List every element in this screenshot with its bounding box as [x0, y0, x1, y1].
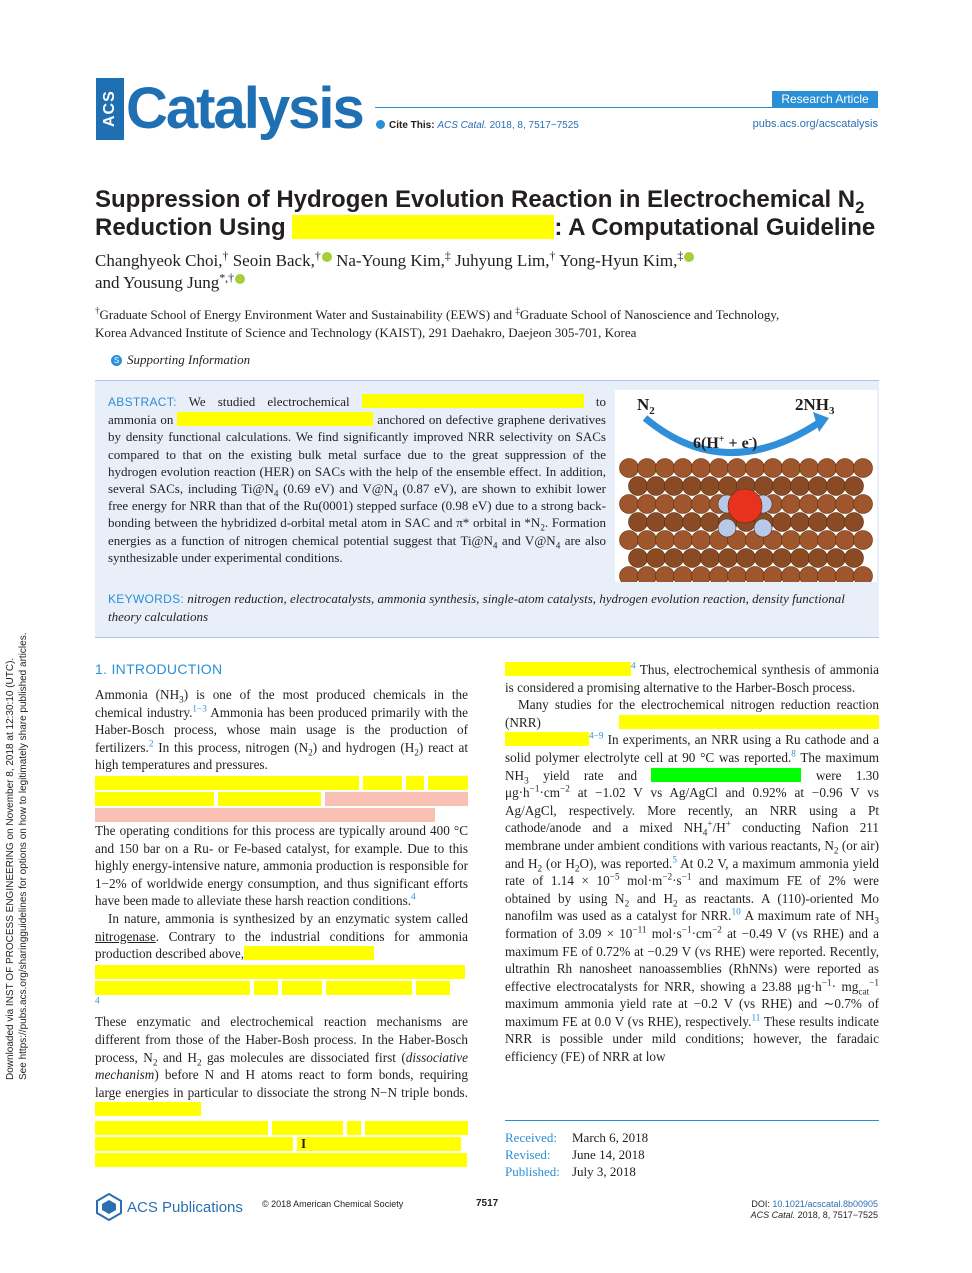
cite-journal: ACS Catal. [437, 120, 487, 131]
orcid-icon[interactable] [322, 252, 332, 262]
publication-dates: Received: March 6, 2018 Revised: June 14, 2018 Published: July 3, 2018 [505, 1120, 879, 1180]
carbon-atom [692, 459, 711, 478]
carbon-atom [791, 477, 810, 496]
carbon-atom [791, 513, 810, 532]
carbon-atom [773, 549, 792, 568]
right-column [505, 661, 879, 1066]
cite-label: Cite This: [389, 120, 435, 131]
carbon-atom [692, 531, 711, 550]
carbon-atom [701, 513, 720, 532]
paragraph: Ammonia $(NH_3)$ is one of the most produced chemicals in the chemical industry.$^{1-3}$ Ammonia has been produced primarily with the Haber-Bosch process, whose main usage is the production of fertilizers.$^2$ In this process, nitrogen $(N_2)$ and hydrogen $(H_2)$ react at high temperatures and pressures. The operating conditions for this process are typically around 400 °C and 150 bar on a Ru- or Fe-based catalyst, for example. Due to this highly energy-intensive nature, ammonia production is responsible for 1−2% of worldwide energy consumption, and thus significant efforts have been made to alleviate these harsh reaction conditions.$^4$ [95, 687, 469, 909]
redaction-bar [95, 1153, 468, 1167]
keywords-label: KEYWORDS: [108, 592, 185, 606]
sidebar-line-2: See https://pubs.acs.org/sharingguidelines for options on how to legitimately share published articles. [18, 632, 29, 1080]
copyright: © 2018 American Chemical Society [262, 1199, 404, 1209]
carbon-atom [809, 477, 828, 496]
carbon-atom [719, 549, 738, 568]
carbon-atom [665, 513, 684, 532]
carbon-atom [818, 567, 837, 583]
redaction-bar [95, 965, 468, 979]
carbon-atom [674, 531, 693, 550]
paragraph: These enzymatic and electrochemical reaction mechanisms are different from those of the Haber-Bosh process. In the Haber-Bosch process, $N_2$ and $H_2$ gas molecules are dissociated first (dissociative mechanism) before N and H atoms react to form bonds, requiring large energies in particular to dissociate the strong N−N triple bonds. I [95, 1013, 468, 1167]
carbon-atom [746, 459, 765, 478]
carbon-atom [809, 549, 828, 568]
paragraph: Many studies for the electrochemical nitrogen reduction reaction (NRR) $^{4-9}$ In experiments, an NRR using a Ru cathode and a solid polymer electrolyte cell at 90 °C was reported.$^8$ The maximum $NH_3$ yield rate and were 1.30 $\mu g\cdot h^{-1}\cdot cm^{-2}$ at −1.02 V vs Ag/AgCl and 0.92% at −0.96 V vs Ag/AgCl, respectively. More recently, an NRR using a Pt cathode/anode and a mixed $NH_4^+/H^+$ conducting Nafion 211 membrane under ambient conditions with various reactants, $N_2$ (or air) and $H_2$ (or $H_2O$), was reported.$^5$ At 0.2 V, a maximum ammonia yield rate of $1.14 \times 10^{-5}$ $mol\cdot m^{-2}\cdot s^{-1}$ and maximum FE of 2% were obtained by using $N_2$ and $H_2$ as reactants. A (110)-oriented Mo nanofilm was used as a catalyst for NRR.$^{10}$ A maximum rate of $NH_3$ formation of $3.09 \times 10^{-11}$ $mol\cdot s^{-1}\cdot cm^{-2}$ at −0.49 V (vs RHE) and a maximum FE of 0.72% at −0.29 V (vs RHE) were reported. Recently, ultrathin Rh nanosheet nanoassemblies (RhNNs) were reported as effective electrocatalysts for NRR, showing a 23.88 $\mu g\cdot h^{-1}\cdot mg_{cat}^{-1}$ maximum ammonia yield rate at −0.2 V (vs RHE) and ∼0.7% of maximum FE at 0.0 V (vs RHE), respectively.$^{11}$ These results indicate NRR is possible under mild conditions; however, the faradaic efficiency (FE) of NRR at low [505, 697, 880, 1065]
carbon-atom [620, 567, 639, 583]
carbon-atom [782, 531, 801, 550]
nitrogen-atom [718, 519, 736, 537]
doi-citation: DOI: 10.1021/acscatal.8b00905 ACS Catal. 2018, 8, 7517−7525 [750, 1199, 878, 1220]
carbon-atom [683, 549, 702, 568]
orcid-icon[interactable] [235, 274, 245, 284]
carbon-atom [710, 459, 729, 478]
carbon-atom [674, 567, 693, 583]
carbon-atom [728, 567, 747, 583]
cite-icon [376, 120, 385, 129]
carbon-atom [728, 459, 747, 478]
carbon-atom [692, 567, 711, 583]
carbon-atom [845, 549, 864, 568]
carbon-atom [656, 495, 675, 514]
page-number: 7517 [476, 1198, 499, 1209]
paragraph: In nature, ammonia is synthesized by an enzymatic system called nitrogenase. Contrary to the industrial conditions for ammonia production described above, $^4$ [95, 910, 468, 1006]
redaction-bar [95, 792, 468, 806]
carbon-atom [782, 495, 801, 514]
carbon-atom [620, 459, 639, 478]
carbon-atom [845, 477, 864, 496]
carbon-atom [836, 459, 855, 478]
author-list: Changhyeok Choi,† Seoin Back,† Na-Young Kim,‡ Juhyung Lim,† Yong-Hyun Kim,‡ and Yousung Jung*,† [95, 250, 885, 294]
carbon-atom [800, 495, 819, 514]
title-sub: 2 [855, 197, 865, 217]
journal-logo[interactable] [96, 78, 363, 140]
carbon-atom [638, 495, 657, 514]
sidebar-line-1: Downloaded via INST OF PROCESS ENGINEERING on November 8, 2018 at 12:30:10 (UTC). [5, 657, 16, 1080]
orcid-icon[interactable] [684, 252, 694, 262]
logo-word: Catalysis [126, 76, 363, 141]
carbon-atom [773, 513, 792, 532]
toc-atom-lattice [620, 459, 873, 583]
nitrogen-atom [754, 519, 772, 537]
carbon-atom [755, 477, 774, 496]
redaction-bar [95, 776, 468, 790]
toc-left-label: $N_2$ [637, 395, 655, 417]
carbon-atom [854, 531, 873, 550]
paragraph: $^4$ Thus, electrochemical synthesis of ammonia is considered a promising alternative to the Harber-Bosch process. [505, 660, 879, 695]
acs-hexagon-icon [95, 1193, 123, 1221]
carbon-atom [638, 459, 657, 478]
carbon-atom [629, 477, 648, 496]
carbon-atom [620, 495, 639, 514]
carbon-atom [854, 495, 873, 514]
carbon-atom [800, 459, 819, 478]
abstract-highlight [177, 412, 373, 426]
author[interactable]: Na-Young Kim, [336, 251, 445, 270]
title-line-2a: Reduction Using [95, 214, 293, 241]
affiliations: †Graduate School of Energy Environment Water and Sustainability (EEWS) and ‡Graduate School of Nanoscience and Technology, Korea Advanced Institute of Science and Technology (KAIST), 291 Daehakro, Daejeon 305-701, Korea [95, 305, 780, 340]
author[interactable]: Changhyeok Choi, [95, 251, 223, 270]
carbon-atom [764, 459, 783, 478]
supporting-info-icon: S [111, 355, 122, 366]
carbon-atom [692, 495, 711, 514]
carbon-atom [701, 549, 720, 568]
carbon-atom [854, 567, 873, 583]
carbon-atom [800, 567, 819, 583]
doi-link[interactable]: 10.1021/acscatal.8b00905 [772, 1199, 878, 1209]
download-sidebar [4, 280, 30, 1080]
carbon-atom [629, 513, 648, 532]
acs-publications-logo[interactable]: ACS Publications [95, 1193, 243, 1221]
carbon-atom [827, 513, 846, 532]
carbon-atom [683, 477, 702, 496]
redaction-bar [95, 981, 468, 995]
journal-site-link[interactable]: pubs.acs.org/acscatalysis [752, 118, 878, 130]
carbon-atom [647, 477, 666, 496]
logo-acs: ACS [96, 78, 124, 140]
carbon-atom [674, 495, 693, 514]
carbon-atom [818, 531, 837, 550]
carbon-atom [782, 459, 801, 478]
author[interactable]: Juhyung Lim, [455, 251, 550, 270]
carbon-atom [638, 567, 657, 583]
toc-graphic [615, 390, 877, 582]
carbon-atom [656, 531, 675, 550]
carbon-atom [665, 477, 684, 496]
carbon-atom [746, 567, 765, 583]
carbon-atom [854, 459, 873, 478]
carbon-atom [647, 513, 666, 532]
cite-volume: 2018, 8, 7517−7525 [489, 120, 579, 131]
carbon-atom [638, 531, 657, 550]
title-line-2b: : A Computational Guideline [554, 214, 876, 241]
redaction-bar [95, 1121, 468, 1135]
redaction-bar: I [95, 1137, 468, 1151]
abstract-label: ABSTRACT: [108, 395, 177, 409]
carbon-atom [836, 495, 855, 514]
keywords: KEYWORDS: nitrogen reduction, electrocatalysts, ammonia synthesis, single-atom catalysts, hydrogen evolution reaction, density functional theory calculations [108, 591, 845, 624]
carbon-atom [755, 549, 774, 568]
cite-this[interactable] [376, 120, 579, 131]
metal-atom [728, 489, 762, 523]
carbon-atom [710, 567, 729, 583]
author[interactable]: and Yousung Jung [95, 273, 220, 292]
title-highlight [292, 215, 554, 239]
abstract-highlight [362, 394, 584, 408]
author[interactable]: Yong-Hyun Kim, [559, 251, 678, 270]
carbon-atom [827, 549, 846, 568]
article-title [95, 186, 885, 242]
carbon-atom [683, 513, 702, 532]
carbon-atom [656, 567, 675, 583]
carbon-atom [800, 531, 819, 550]
supporting-information-link[interactable]: S Supporting Information [111, 352, 250, 368]
carbon-atom [782, 567, 801, 583]
redaction-bar [95, 808, 468, 822]
section-heading: 1. INTRODUCTION [95, 661, 223, 677]
carbon-atom [620, 531, 639, 550]
title-line-1: Suppression of Hydrogen Evolution Reaction in Electrochemical N [95, 186, 856, 213]
carbon-atom [701, 477, 720, 496]
carbon-atom [836, 567, 855, 583]
carbon-atom [791, 549, 810, 568]
carbon-atom [737, 549, 756, 568]
carbon-atom [809, 513, 828, 532]
carbon-atom [665, 549, 684, 568]
green-highlight [651, 768, 801, 782]
carbon-atom [773, 477, 792, 496]
carbon-atom [656, 459, 675, 478]
article-type-badge: Research Article [772, 91, 878, 108]
carbon-atom [674, 459, 693, 478]
header-rule [375, 107, 878, 108]
left-column [95, 686, 468, 1168]
carbon-atom [647, 549, 666, 568]
toc-middle-label: 6(H+ + e-) [693, 434, 758, 452]
carbon-atom [764, 567, 783, 583]
carbon-atom [629, 549, 648, 568]
carbon-atom [827, 477, 846, 496]
carbon-atom [818, 459, 837, 478]
author[interactable]: Seoin Back, [232, 251, 315, 270]
carbon-atom [845, 513, 864, 532]
carbon-atom [836, 531, 855, 550]
carbon-atom [818, 495, 837, 514]
abstract-text: ABSTRACT: We studied electrochemical to ammonia on anchored on defective graphene derivatives by density functional calculations. We find significantly improved NRR selectivity on SACs compared to that on the existing bulk metal surface due to the great suppression of the hydrogen evolution reaction (HER) on SACs with the help of the ensemble effect. In addition, several SACs, including $Ti@N_4$ (0.69 eV) and $V@N_4$ (0.87 eV), are shown to exhibit lower free energy for NRR than that of the Ru(0001) stepped surface (0.98 eV) due to a strong back-bonding between the hybridized d-orbital metal atom in SAC and π* orbital in $*N_2$. Formation energies as a function of nitrogen chemical potential suggest that $Ti@N_4$ and $V@N_4$ are also synthesizable under experimental conditions. [108, 394, 607, 565]
toc-right-label: $2NH_3$ [795, 395, 835, 417]
